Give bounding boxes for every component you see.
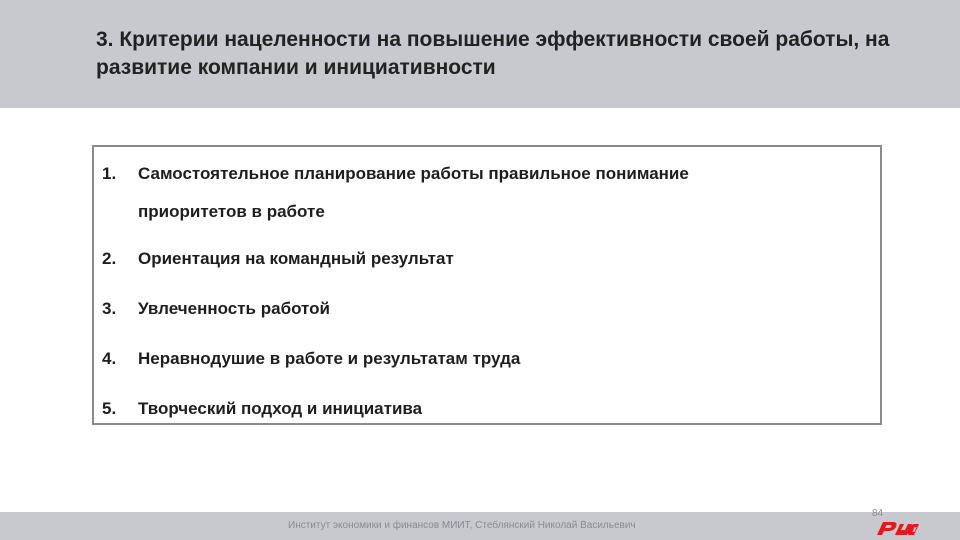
footer-text: Институт экономики и финансов МИИТ, Стеблянский Николай Васильевич bbox=[288, 520, 636, 531]
list-item-text: Самостоятельное планирование работы правильное понимание bbox=[138, 164, 689, 183]
list-item-number: 5. bbox=[102, 399, 117, 418]
page-number: 84 bbox=[872, 508, 884, 519]
list-item-text-continued: приоритетов в работе bbox=[138, 202, 325, 221]
list-item-text: Неравнодушие в работе и результатам труда bbox=[138, 349, 521, 368]
list-item-text: Увлеченность работой bbox=[138, 299, 330, 318]
rzd-logo-icon bbox=[874, 519, 922, 537]
list-item-number: 2. bbox=[102, 249, 117, 268]
list-item-number: 4. bbox=[102, 349, 117, 368]
criteria-box bbox=[92, 145, 882, 425]
list-item-text: Творческий подход и инициатива bbox=[138, 399, 423, 418]
slide-title: 3. Критерии нацеленности на повышение эффективности своей работы, на развитие компании и инициативности bbox=[96, 28, 890, 79]
list-item-number: 1. bbox=[102, 164, 117, 183]
list-item-number: 3. bbox=[102, 299, 117, 318]
list-item-text: Ориентация на командный результат bbox=[138, 249, 454, 268]
